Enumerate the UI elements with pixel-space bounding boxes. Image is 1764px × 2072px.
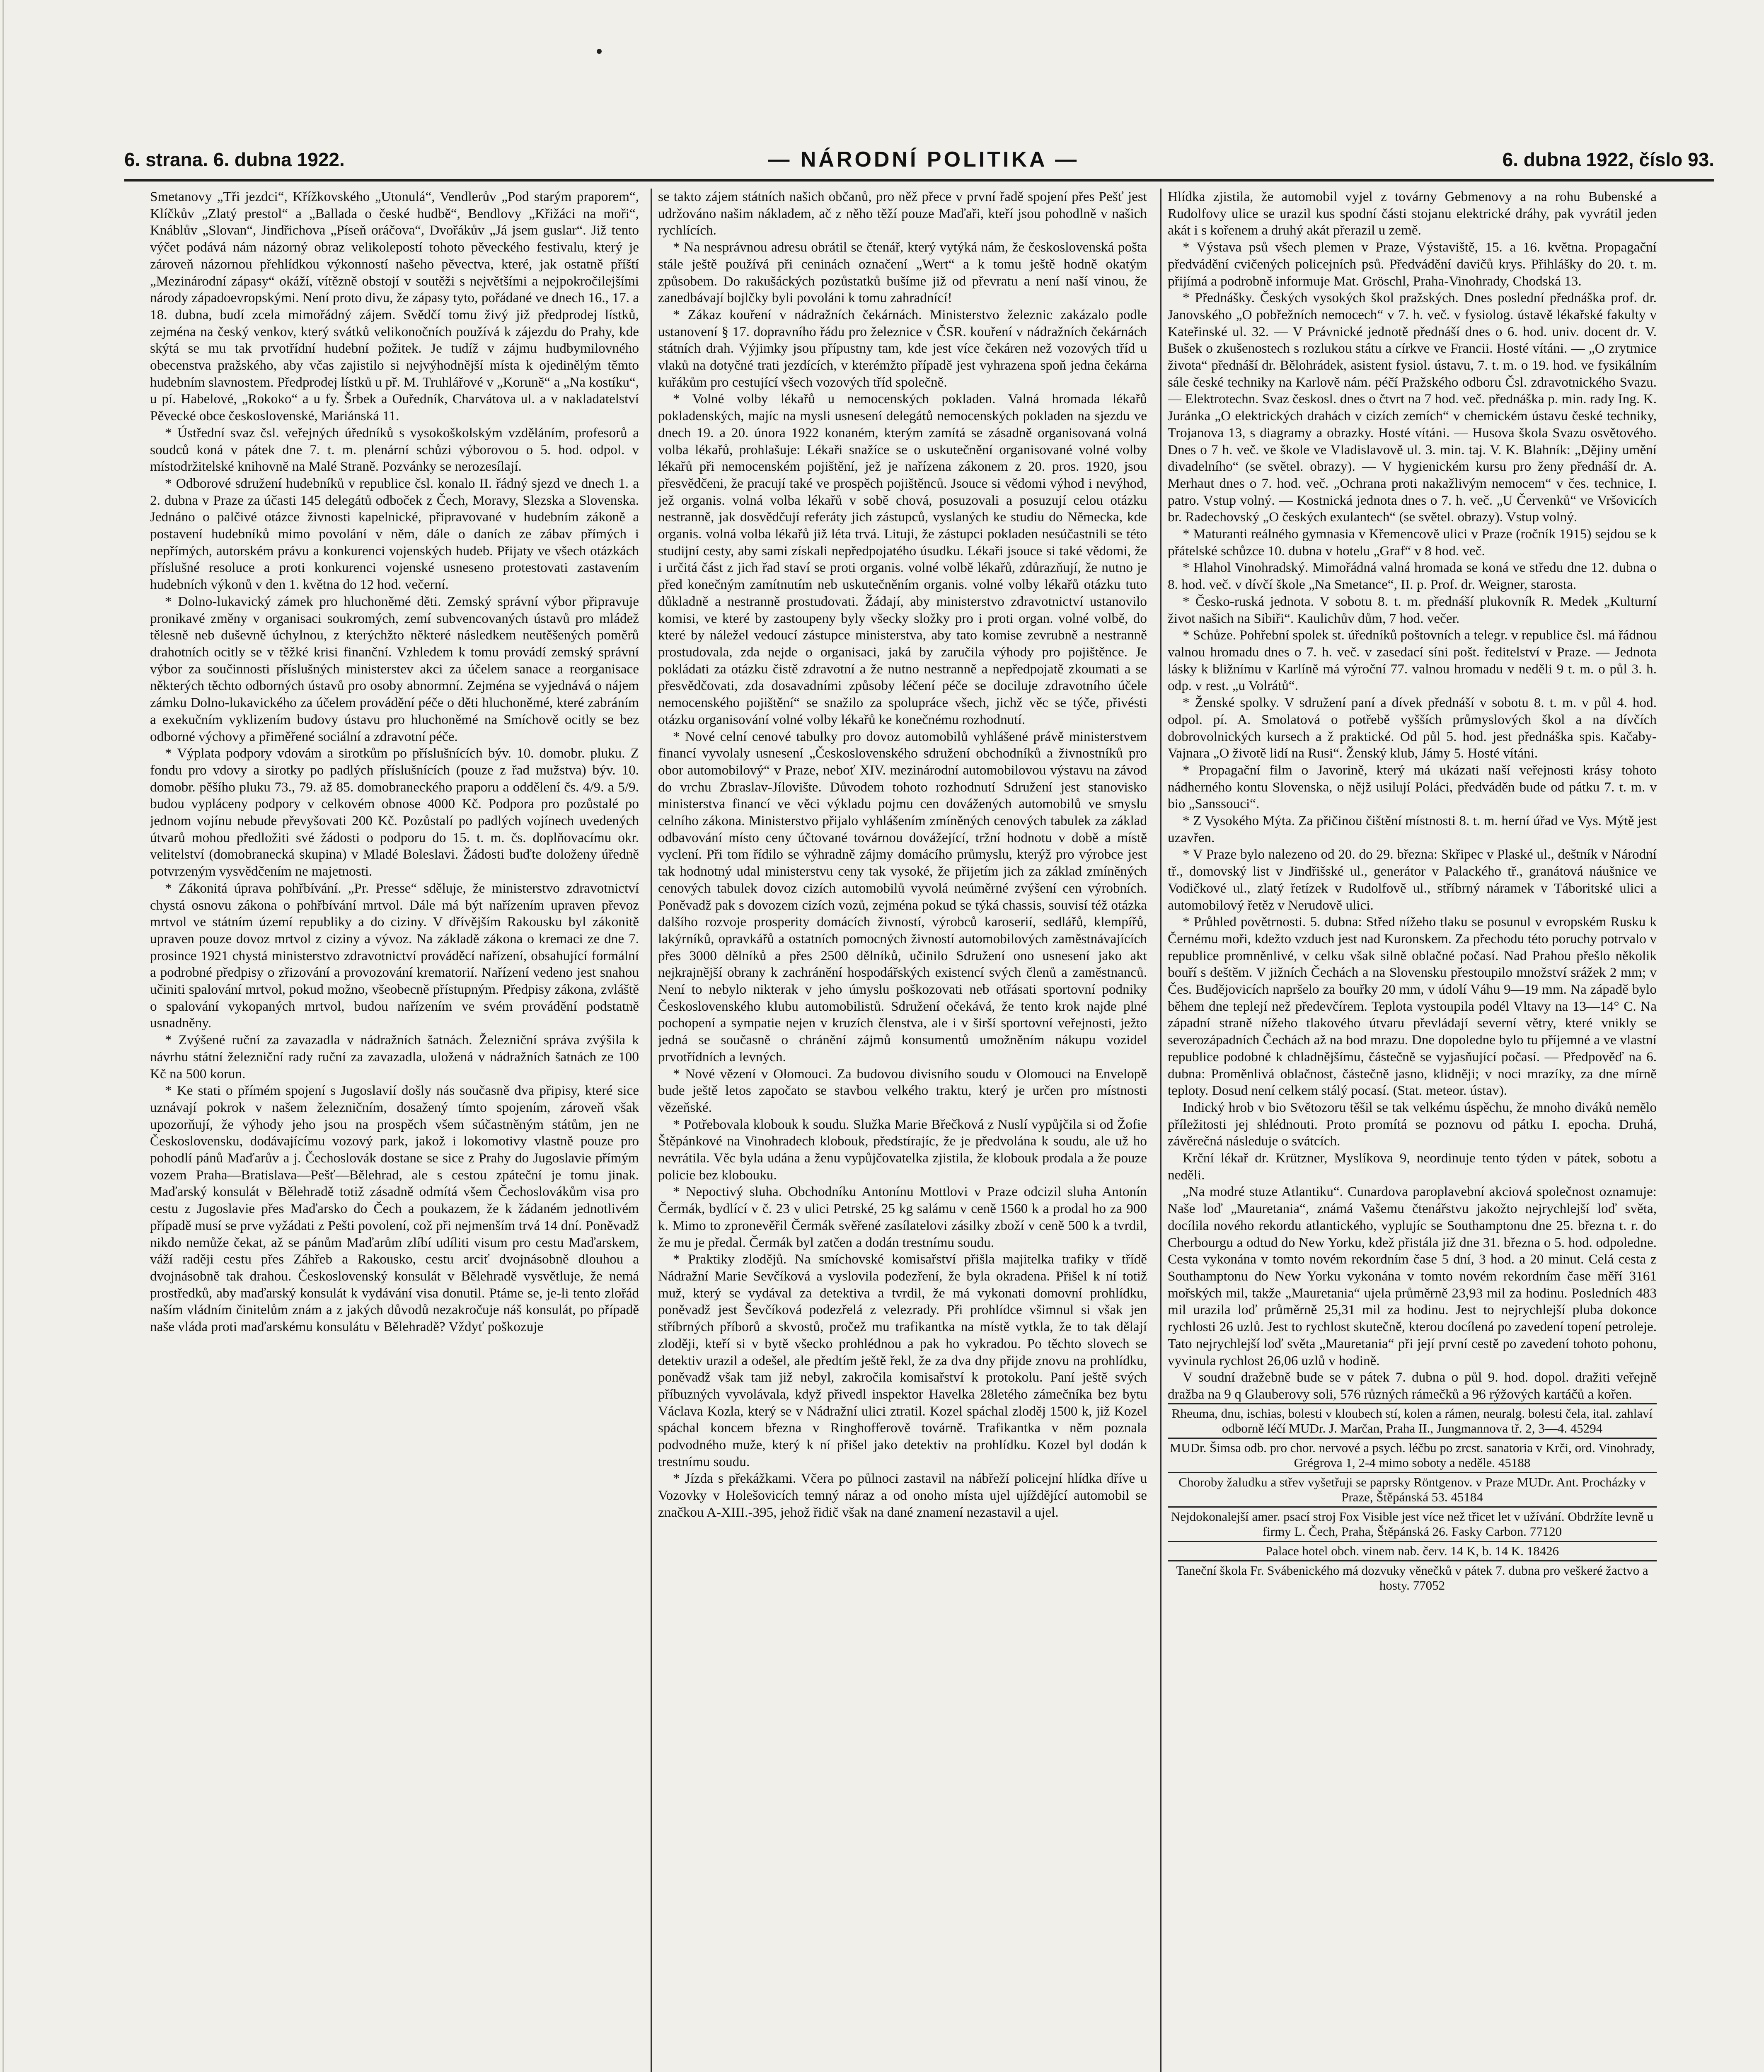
header-right: 6. dubna 1922, číslo 93.	[1502, 149, 1714, 170]
article-item: * Nové celní cenové tabulky pro dovoz automobilů vyhlášené právě ministerstvem financí vyvolaly usnesení „Československého sdružení obchodníků a živnostníků pro obor automobilový“ v Praze, neboť XIV. mezinárodní automobilovou výstavu na závod do vrchu Zbraslav-Jílovište. Důvodem tohoto rozhodnutí Sdružení jest stanovisko ministerstva financí ve věci výkladu pojmu cen dovážených automobilů ve smyslu celního zákona. Ministerstvo přijalo vyhlášením zmíněných cenových tabulek za základ odbavování místo ceny účtované továrnou dovážející, tržní hodnotu v době a místě vyclení. Při tom řídilo se výhradně zájmy domácího průmyslu, kterýž pro výrobce jest tak hodnotný udal ministerstvu ceny tak vysoké, že přijetím jich za základ zmíněných cenových tabulek dovoz cizích automobilů vyvolá neúměrné zvýšení cen výrobních. Poněvadž pak s dovozem cizích vozů, zejména pokud se týká chassis, souvisí též otázka dalšího rozvoje prosperity domácích živností, výrobců karoserií, sedlářů, klempířů, lakýrníků, opravkářů a ostatních pomocných živností automobilových zaměstnávajících přes 3000 dělníků a přes 2500 dělníků, učinilo Sdružení ono usnesení jako akt nejkrajnější obrany k zachránění hospodářských existencí svých členů a zaměstnanců. Není to nebylo nikterak v jeho úmyslu poškozovati neb otřásati sportovní podniky Československého klubu automobilistů. Sdružení očekává, že tento krok najde plné pochopení a sympatie nejen v kruzích členstva, ale i v širší sportovní veřejnosti, ježto jedná se současně o chránění zájmů konsumentů umožněním nákupu vozidel prvotřídních a levných.	[658, 729, 1147, 1065]
article-item: * Na nesprávnou adresu obrátil se čtenář, který vytýká nám, že československá pošta stále ještě používá při ceninách označení „Wert“ a k tomu ještě hodně okatým způsobem. Do rakušáckých pozůstatků bušíme již od převratu a není naší vinou, že zanedbávají bojlčky byli povoláni k tomu zahradnící!	[658, 240, 1147, 306]
classified-ad: Rheuma, dnu, ischias, bolesti v kloubech stí, kolen a rámen, neuralg. bolesti čela, ital. zahlaví odborně léčí MUDr. J. Marčan, Praha II., Jungmannova tř. 2, 3—4. 45294	[1168, 1403, 1657, 1438]
article-item: * Maturanti reálného gymnasia v Křemencově ulici v Praze (ročník 1915) sejdou se k přátelské schůzce 10. dubna v hotelu „Graf“ v 8 hod. več.	[1168, 526, 1657, 559]
article-item: „Na modré stuze Atlantiku“. Cunardova paroplavební akciová společnost oznamuje: Naše loď „Mauretania“, známá Vašemu čtenářstvu jakožto nejrychlejší loď světa, docílila nového rekordu atlantického, vyplujíc se Southamptonu dne 25. března t. r. do Cherbourgu a odtud do New Yorku, kdež přistála již dne 31. března o 5. hod. odpoledne. Cesta vykonána v tomto novém rekordním čase 5 dní, 3 hod. a 20 minut. Celá cesta z Southamptonu do New Yorku vykonána v tomto novém rekordním čase měří 3161 mořských mil, takže „Mauretania“ ujela průměrně 23,93 mil za hodinu. Posledních 483 mil urazila loď průměrně 25,31 mil za hodinu. Jest to nejrychlejší pluba dokonce rychlosti 26 uzlů. Jest to rychlost skutečně, kterou docílená po zavedení topení petroleje. Tato nejrychlejší loď světa „Mauretania“ při její první cestě po zavedení tohoto pohonu, vyvinula rychlost 26,06 uzlů v hodině.	[1168, 1184, 1657, 1368]
classified-ad: Choroby žaludku a střev vyšetřuji se paprsky Röntgenov. v Praze MUDr. Ant. Procházky v Praze, Štěpánská 53. 45184	[1168, 1472, 1657, 1506]
article-item: Indický hrob v bio Světozoru těšil se tak velkému úspěchu, že mnoho diváků nemělo příležitosti jej shlédnouti. Proto promítá se poznovu od pátku I. epocha. Druhá, závěrečná následuje o svátcích.	[1168, 1099, 1657, 1149]
column-1	[150, 189, 639, 2072]
header-left: 6. strana. 6. dubna 1922.	[124, 149, 345, 170]
article-item: * Odborové sdružení hudebníků v republice čsl. konalo II. řádný sjezd ve dnech 1. a 2. dubna v Praze za účasti 145 delegátů odboček z Čech, Moravy, Slezska a Slovenska. Jednáno o palčivé otázce živnosti kapelnické, připravované v hudebním zákoně a postavení hudebníků mimo povolání v něm, dále o daních ze zábav přímých i nepřímých, autorském právu a konkurenci vojenských hudeb. Přijaty ve všech otázkách příslušné resoluce a proti konkurenci vojenské usneseno protestovati zastavením hudebních výkonů v den 1. května do 12 hod. večerní.	[150, 475, 639, 593]
article-item: Krční lékař dr. Krützner, Myslíkova 9, neordinuje tento týden v pátek, sobotu a neděli.	[1168, 1150, 1657, 1183]
article-item: * Zákaz kouření v nádražních čekárnách. Ministerstvo železnic zakázalo podle ustanovení § 17. dopravního řádu pro železnice v ČSR. kouření v nádražních čekárnách státních drah. Výjimky jsou přípustny tam, kde jest více čekáren než vozových tříd u vlaků na dotyčné trati jezdících, v kterémžto případě jest vyhrazena spoň jedna čekárna kuřákům pro cestující všech vozových tříd společně.	[658, 307, 1147, 390]
article-item: * Ústřední svaz čsl. veřejných úředníků s vysokoškolským vzděláním, profesorů a soudců koná v pátek dne 7. t. m. plenární schůzi výborovou o 5. hod. odpol. v místodržitelské knihovně na Malé Straně. Pozvánky se nerozesílají.	[150, 425, 639, 474]
article-text: Hlídka zjistila, že automobil vyjel z továrny Gebmenovy a na rohu Bubenské a Rudolfovy ulice se urazil kus spodní části stojanu elektrické dráhy, pak vyvrátil jeden akát i s kořenem a druhý akát přerazil u země.	[1168, 189, 1657, 238]
article-item: * Výstava psů všech plemen v Praze, Výstaviště, 15. a 16. května. Propagační předvádění cvičených policejních psů. Předvádění davičů krys. Přihlášky do 20. t. m. přijímá a podrobně informuje Mat. Gröschl, Praha-Vinohrady, Chodská 13.	[1168, 240, 1657, 289]
classified-ad: Palace hotel obch. vinem nab. červ. 14 K, b. 14 K. 18426	[1168, 1541, 1657, 1560]
column-2	[658, 189, 1147, 2072]
article-item: * Průhled povětrnosti. 5. dubna: Střed nížeho tlaku se posunul v evropském Rusku k Černému moři, kdežto vzduch jest nad Kuronskem. Za přechodu této poruchy potrvalo v republice promněnlivé, v celku však silně oblačné počasí. Nad Prahou přešlo několik bouří s deštěm. V jižních Čechách a na Slovensku přestoupilo množství srážek 2 mm; v Čes. Budějovicích napršelo za bouřky 20 mm, v údolí Váhu 9—19 mm. Na západě bylo během dne teplejí než předevčírem. Teplota vystoupila podél Vltavy na 13—14° C. Na západní straně nížeho tlakového útvaru převládají severní větry, které vnikly se severozápadních Čechách až na bod mrazu. Dne dopoledne bylo tu příjemné a ve vlastní republice podobné k chladnějšímu, částečně se vyjasňující počasí. — Předpověď na 6. dubna: Proměnlivá oblačnost, částečně jasno, klidněji; v noci mrazíky, za dne mírně teploty. Dosud není celkem stálý pocasí. (Stat. meteor. ústav).	[1168, 914, 1657, 1099]
article-item: * Dolno-lukavický zámek pro hluchoněmé děti. Zemský správní výbor připravuje pronikavé změny v organisaci soukromých, zemí subvencovaných ústavů pro mládež tělesně neb duševně úchylnou, z kterýchžto některé následkem neutěšených poměrů drahotních ocitly se v těžké krisi finanční. Vzhledem k tomu provádí zemský správní výbor za součinnosti příslušných ministerstev akci za účelem sanace a reorganisace některých těchto odborných ústavů pro osoby abnormní. Zejména se vyjednává o nájem zámku Dolno-lukavického za účelem provádění péče o děti hluchoněmé, které zabráním a exekučním vyklizením budovy ústavu pro hluchoněmé na Smíchově ocitly se bez odborné výchovy a přiměřené sociální a zdravotní péče.	[150, 593, 639, 744]
article-item: V soudní dražebně bude se v pátek 7. dubna o půl 9. hod. dopol. dražiti veřejně dražba na 9 q Glauberovy soli, 576 různých rámečků a 96 rýžových kartáčů a kořen.	[1168, 1370, 1657, 1402]
article-text: Smetanovy „Tři jezdci“, Křížkovského „Utonulá“, Vendlerův „Pod starým praporem“, Klíčkův „Zlatý prestol“ a „Ballada o české hudbě“, Bendlovy „Křižáci na moři“, Knáblův „Slovan“, Jindřichova „Píseň oráčova“, Dvořákův „Já jsem guslar“. Již tento výčet podává nám názorný obraz velikolepostí tohoto pěveckého festivalu, který je zároveň názornou přehlídkou výkonností našeho pěvectva, které, jak ostatně příští „Mezinárodní zápasy“ okáží, vítězně obstojí v soutěži s největšími a nejpokročilejšími národy západoevropskými. Není proto divu, že zápasy tyto, pořádané ve dnech 16., 17. a 18. dubna, budí zcela mimořádný zájem. Svědčí tomu živý již předprodej lístků, zejména na český venkov, který svátků velikonočních používá k zájezdu do Prahy, kde skýtá se mu tak prvotřídní hudební požitek. Je tudíž v zájmu hudbymilovného obecenstva pražského, aby včas zajistilo si nejvýhodnější místa k ojedinělým těmto hudebním slavnostem. Předprodej lístků u př. M. Truhlářové v „Koruně“ a „Na kostíku“, u pí. Habelové, „Rokoko“ a u fy. Šrbek a Ouředník, Charvátova ul. a v nakladatelství Pěvecké obce československé, Mariánská 11.	[150, 189, 639, 424]
article-text: se takto zájem státních našich občanů, pro něž přece v první řadě spojení přes Pešť jest udržováno našim nákladem, ač z něho těží pouze Maďaři, kteří jsou pohodlně v našich rychlících.	[658, 189, 1147, 238]
article-item: * Zákonitá úprava pohřbívání. „Pr. Presse“ sděluje, že ministerstvo zdravotnictví chystá osnovu zákona o pohřbívání mrtvol. Dále má být nařízením upraven převoz mrtvol ve státním území republiky a do ciziny. V dřívějším Rakousku byl zákonitě upraven pouze dovoz mrtvol z ciziny a vývoz. Na základě zákona o kremaci ze dne 7. prosince 1921 chystá ministerstvo zdravotnictví prováděcí nařízení, obsahující formální a podrobné předpisy o zřizování a provozování krematorií. Nařízení vedeno jest snahou učiniti spalování mrtvol, pokud možno, všeobecně přístupným. Předpisy zákona, zvláště o spalování vykopaných mrtvol, budou nařízením ve svém provádění podstatně usnadněny.	[150, 880, 639, 1031]
article-item: * Nové vězení v Olomouci. Za budovou divisního soudu v Olomouci na Envelopě bude ještě letos započato se stavbou velkého traktu, který je určen pro místnosti vězeňské.	[658, 1066, 1147, 1115]
column-3	[1168, 189, 1657, 2072]
column-divider	[1160, 189, 1161, 2072]
article-item: * Ženské spolky. V sdružení paní a dívek přednáší v sobotu 8. t. m. v půl 4. hod. odpol. pí. A. Smolatová o potřebě vyšších průmyslových škol a na dívčích dobrovolnických kursech a ž praktické. Od půl 5. hod. jest přednáška spis. Kačaby-Vajnara „O životě lidí na Rusi“. Ženský klub, Jámy 5. Hosté vítáni.	[1168, 695, 1657, 761]
column-divider	[651, 189, 652, 2072]
article-item: * Jízda s překážkami. Včera po půlnoci zastavil na nábřeží policejní hlídka dříve u Vozovky v Holešovicích temný náraz a od onoho místa ujel ujíždějící automobil se značkou A-XIII.-395, jehož řidič však na dané znamení nezastavil a ujel.	[658, 1471, 1147, 1520]
newspaper-title: — NÁRODNÍ POLITIKA —	[768, 148, 1079, 172]
header-rule	[124, 179, 1714, 182]
article-item: * Volné volby lékařů u nemocenských pokladen. Valná hromada lékařů pokladenských, majíc na mysli usnesení delegátů nemocenských pokladen na sjezdu ve dnech 19. a 20. února 1922 konaném, kterým zamítá se zásadně organisovaná volná volba lékařů, prohlašuje: Lékaři snažíce se o uskutečnění organisované volné volby lékařů při nemocenském pojištění, jež je nařízena zákonem z 20. pros. 1920, jsou přesvědčeni, že pracují také ve prospěch pojištěnců. Jsouce si vědomi výhod i nevýhod, jež organis. volná volba lékařů v sobě chová, posuzovali a posuzují celou otázku nestranně, jak dosvědčují referáty jich zástupců, vyslaných ke studiu do Německa, kde organis. volná volba lékařů již léta trvá. Lituji, že zástupci pokladen nesúčastnili se této studijní cesty, aby sami získali nepředpojatého úsudku. Lékaři jsouce si také vědomi, že i určitá část z jich řad staví se proti organis. volné volbě lékařů, zdůrazňují, že nutno je před konečným zamítnutím neb uskutečněním organis. volné volby lékařů otázku tuto důkladně a nestranně prostudovati. Žádají, aby ministerstvo zdravotnictví ustanovilo komisi, ve které by zastoupeny byly všecky složky pro i proti organ. volné volbě, do které by náležel vedoucí zástupce ministerstva, aby tato komise zevrubně a nestranně prostudovala, zda nejde o organisaci, jaká by zaručila výhody pro pojištěnce. Je pokládati za otázku čistě zdravotní a že nutno nestranně a nepředpojatě zkoumati a se přesvědčovati, zda dosavadními způsoby léčení péče se dociluje zdravotního účele nemocenského pojištění“ se snažilo za spolupráce všech, jichž věc se týče, přivésti otázku organisování volné volby lékařů ke konečnému rozhodnutí.	[658, 391, 1147, 727]
article-item: * Potřebovala klobouk k soudu. Služka Marie Břečková z Nuslí vypůjčila si od Žofie Štěpánkové na Vinohradech klobouk, předstírajíc, že je předvolána k soudu, ale už ho nevrátila. Věc byla udána a ženu vypůjčovatelka zjistila, že klobouk prodala a že pouze policie bez klobouku.	[658, 1116, 1147, 1183]
classified-ad: MUDr. Šimsa odb. pro chor. nervové a psych. léčbu po zrcst. sanatoria v Krči, ord. Vinohrady, Grégrova 1, 2-4 mimo soboty a neděle. 45188	[1168, 1438, 1657, 1472]
scan-edge	[2, 0, 4, 2072]
article-item: * Propagační film o Javorině, který má ukázati naší veřejnosti krásy tohoto nádherného kontu Slovenska, o nějž usilují Poláci, předváděn bude od pátku 7. t. m. v bio „Sanssouci“.	[1168, 762, 1657, 812]
article-item: * Výplata podpory vdovám a sirotkům po příslušnících býv. 10. domobr. pluku. Z fondu pro vdovy a sirotky po padlých příslušnících (pouze z řad mužstva) býv. 10. domobr. pěšího pluku 73., 79. až 85. domobraneckého praporu a oddělení čs. 4/9. a 5/9. budou vypláceny podpory v celkovém obnose 4000 Kč. Podpora pro pozůstalé po jednom vojínu nebude převyšovati 200 Kč. Pozůstalí po padlých vojínech uvedených útvarů mohou předložiti své žádosti o podporu do 15. t. m. čs. doplňovacímu okr. velitelství (domobranecká skupina) v Mladé Boleslavi. Žádosti buďte doloženy úředně potvrzeným vysvědčením ne majetnosti.	[150, 746, 639, 879]
article-item: * Zvýšené ruční za zavazadla v nádražních šatnách. Železniční správa zvýšila k návrhu státní železniční rady ruční za zavazadla, uložená v nádražních šatnách ze 100 Kč na 500 korun.	[150, 1032, 639, 1082]
classified-ad: Taneční škola Fr. Svábenického má dozvuky věnečků v pátek 7. dubna pro veškeré žactvo a hosty. 77052	[1168, 1560, 1657, 1595]
article-item: * Česko-ruská jednota. V sobotu 8. t. m. přednáší plukovník R. Medek „Kulturní život našich na Sibiři“. Kaulichův dům, 7 hod. večer.	[1168, 593, 1657, 626]
article-item: * Ke stati o přímém spojení s Jugoslavií došly nás současně dva připisy, které sice uznávají pokrok v našem železničním, dosažený tímto spojením, zároveň však upozorňují, že výhody jeho jsou na prospěch všem súčastněným státům, jen ne Československu, dodávajícímu vozový park, jakož i lokomotivy vlastně pouze pro pohodlí pánů Maďarův a j. Čechoslovák dostane se sice z Prahy do Jugoslavie přímým vozem Praha—Bratislava—Pešť—Bělehrad, ale s cestou zpáteční je tomu jinak. Maďarský konsulát v Bělehradě totiž zásadně odmítá všem Čechoslovákům visa pro cestu z Jugoslavie přes Maďarsko do Čech a poukazem, že k žádaném jednotlivém případě musí se prve vyžádati z Pešti povolení, což při nejmenším trvá 14 dní. Poněvadž nikdo nemůže čekat, až se pánům Maďarům zlíbí udíliti visum pro cestu Maďarskem, váží raději cestu přes Záhřeb a Rakousko, cestu arciť dvojnásobně dlouhou a dvojnásobně tak drahou. Československý konsulát v Bělehradě vysvětluje, že nemá prostředků, aby maďarský konsulát k vydávání visa donutil. Ptáme se, je-li tento zlořád naším vládním činitelům znám a z jakých důvodů nezakročuje náš konsulát, po případě naše vláda proti maďarskému konsulátu v Bělehradě? Vždyť poškozuje	[150, 1083, 639, 1335]
article-item: * Z Vysokého Mýta. Za přičinou čištění místnosti 8. t. m. herní úřad ve Vys. Mýtě jest uzavřen.	[1168, 813, 1657, 845]
article-item: * Přednášky. Českých vysokých škol pražských. Dnes poslední přednáška prof. dr. Janovského „O pobřežních nemocech“ v 7. h. več. v fysiolog. ústavě lékařské fakulty v Kateřinské ul. 32. — V Právnické jednotě přednáší dnes o 6. hod. univ. docent dr. V. Bušek o zkušenostech s rozlukou státu a církve ve Francii. Hosté vítáni. — „O zrytmice života“ přednáší dr. Bělohrádek, asistent fysiol. ústavu, 7. t. m. o 19. hod. ve fysikálním sále české techniky na Karlově nám. péčí Pražského odboru Čsl. zdravotnického Svazu. — Elektrotechn. Svaz českosl. dnes o čtvrt na 7 hod. več. přednáška p. min. rady Ing. K. Juránka „O elektrických drahách v cizích zemích“ v chemickém ústavu české techniky, Trojanova 13, s diagramy a obrazky. Hosté vítáni. — Husova škola Svazu osvětového. Dnes o 7 h. več. ve škole ve Vladislavově ul. 3. min. taj. V. K. Blahník: „Dějiny umění divadelního“ (se světel. obrazy). — V hygienickém kursu pro ženy přednáší dr. A. Merhaut dnes o 7. hod. več. „Ochrana proti nakažlivým nemocem“ v čes. technice, I. patro. Vstup volný. — Kostnická jednota dnes o 7. h. več. „U Červenků“ ve Vršovicích br. Radechovský „O českých exulantech“ (se světel. obrazy). Vstup volný.	[1168, 290, 1657, 525]
article-item: * V Praze bylo nalezeno od 20. do 29. března: Skřipec v Plaské ul., deštník v Národní tř., domovský list v Jindřišské ul., generátor v Palackého tř., granátová náušnice ve Vodičkové ul., zlatý řetízek v Rudolfově ul., stříbrný náramek v Táboritské ulici a automobilový řetěz v Nerudově ulici.	[1168, 847, 1657, 913]
article-item: * Schůze. Pohřební spolek st. úředníků poštovních a telegr. v republice čsl. má řádnou valnou hromadu dnes o 7. h. več. v zasedací síni pošt. ředitelství v Praze. — Jednota lásky k bližnímu v Karlíně má výroční 77. valnou hromadu v neděli 9 t. m. o půl 3. h. odp. v rest. „u Volrátů“.	[1168, 627, 1657, 694]
article-item: * Praktiky zlodějů. Na smíchovské komisařství přišla majitelka trafiky v třídě Nádražní Marie Sevčíková a vyslovila podezření, že byla okradena. Přišel k ní totiž muž, který se vydával za detektiva a tvrdil, že má vykonati domovní prohlídku, poněvadž jest Ševčíková podezřelá z velezrady. Při prohlídce všimnul si však jen stříbrných příborů a skvostů, pročež mu trafikantka na místě vytkla, že to tak dělají zloději, kteří si v bytě všecko prohlédnou a pak ho vykradou. Po těchto slovech se detektiv urazil a odešel, ale předtím ještě řekl, že za dva dny přijde znovu na prohlídku, poněvadž však tam již nebyl, zakročila komisařství k protokolu. Paní ještě svých příbuzných vyvolávala, když přivedl inspektor Havelka 28letého zámečníka bez bytu Václava Kozla, který se v Nádražní ulici ztratil. Kozel spáchal zloděj 1500 k, již Kozel spáchal koncem března v Ringhofferově továrně. Trafikantka v něm poznala podvodného muže, který k ní přišel jako detektiv na prohlídku. Kozel byl dodán k trestnímu soudu.	[658, 1251, 1147, 1469]
article-item: * Hlahol Vinohradský. Mimořádná valná hromada se koná ve středu dne 12. dubna o 8. hod. več. v dívčí škole „Na Smetance“, II. p. Prof. dr. Weigner, starosta.	[1168, 560, 1657, 593]
page-header	[124, 147, 1714, 172]
article-item: * Nepoctivý sluha. Obchodníku Antonínu Mottlovi v Praze odcizil sluha Antonín Čermák, bydlící v č. 23 v ulici Petrské, 25 kg salámu v ceně 1560 k a prodal ho za 900 k. Mimo to zpronevěřil Čermák svěřené zasílatelovi zásilky zboží v ceně 500 k a tvrdil, že mu je předal. Čermák byl zatčen a dodán trestnímu soudu.	[658, 1184, 1147, 1250]
punch-hole	[597, 49, 602, 54]
classified-ad: Nejdokonalejší amer. psací stroj Fox Visible jest více než třicet let v užívání. Obdržíte levně u firmy L. Čech, Praha, Štěpánská 26. Fasky Carbon. 77120	[1168, 1506, 1657, 1541]
